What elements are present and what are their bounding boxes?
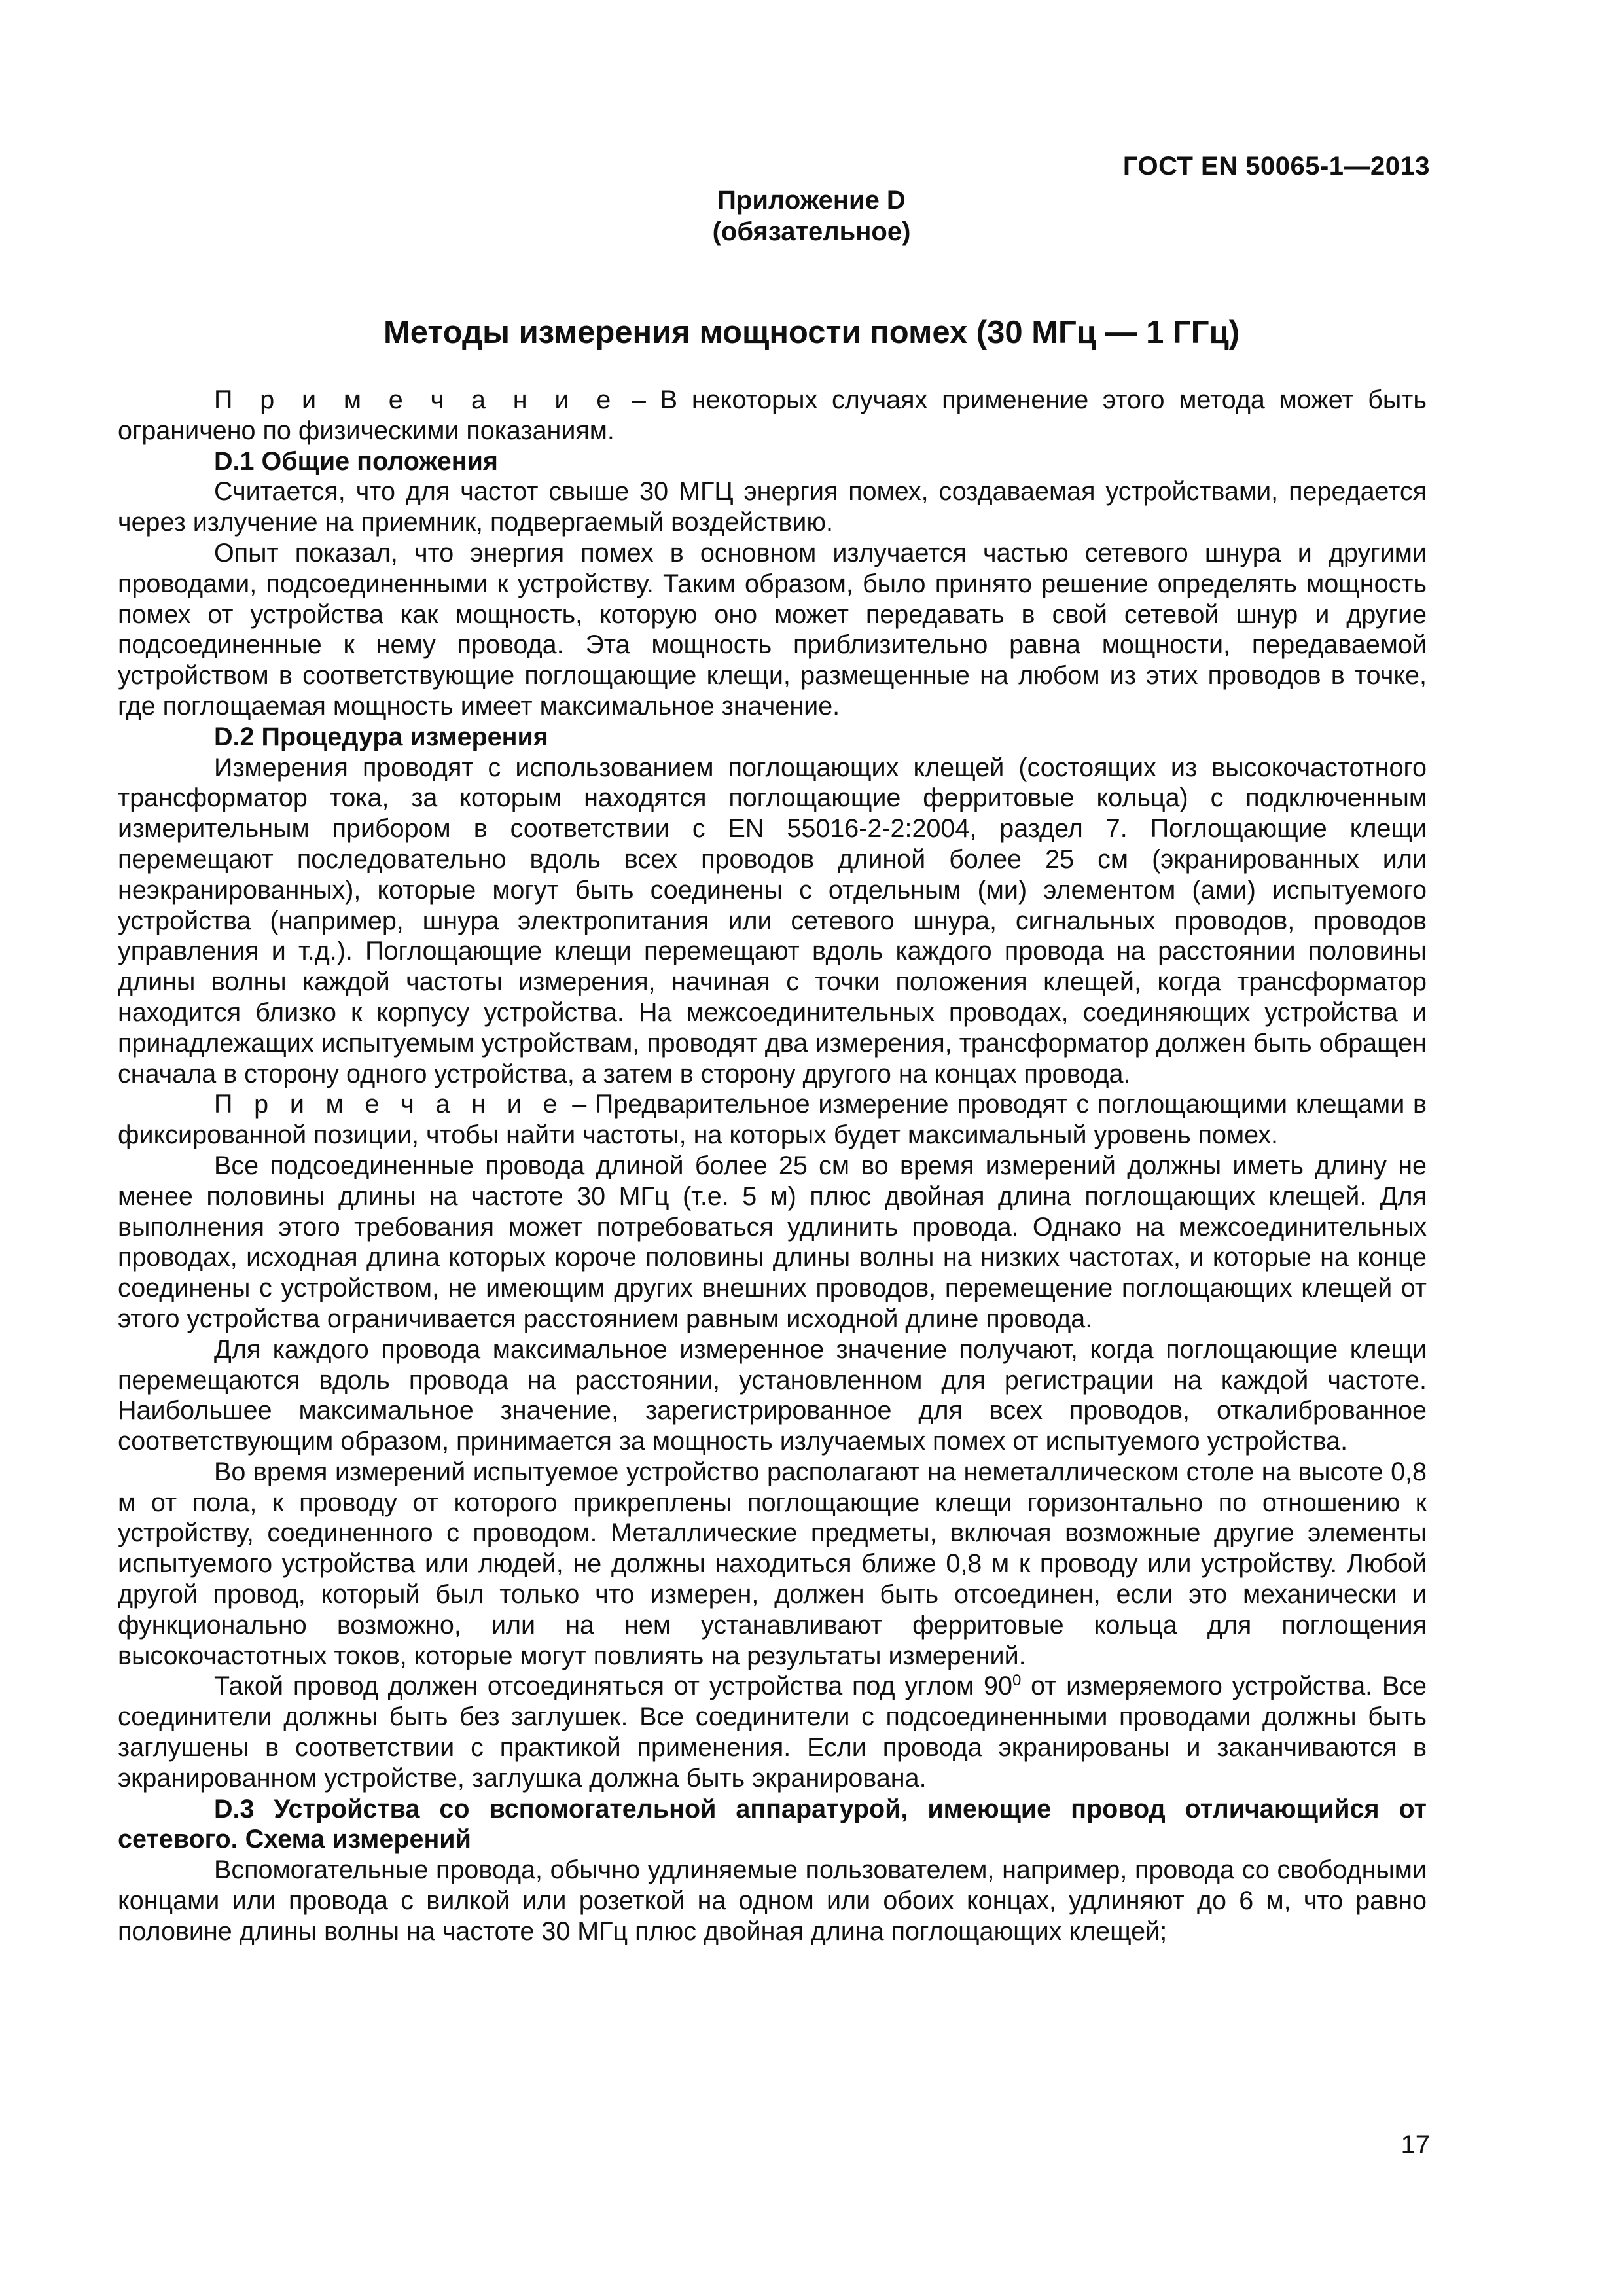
note-text: – В некоторых случаях применение этого метода может быть ограничено по физическими показаниям. <box>118 386 1427 445</box>
paragraph: Считается, что для частот свыше 30 МГЦ энергия помех, создаваемая устройствами, передается через излучение на приемник, подвергаемый воздействию. <box>118 477 1427 537</box>
document-body <box>118 385 1427 1947</box>
paragraph <box>118 1671 1427 1793</box>
paragraph: Опыт показал, что энергия помех в основном излучается частью сетевого шнура и другими проводами, подсоединенными к устройству. Таким образом, было принято решение определять мощность помех от устройства как мощность, которую оно может передавать в свой сетевой шнур и другие подсоединенные к нему провода. Эта мощность приблизительно равна мощности, передаваемой устройством в соответствующие поглощающие клещи, размещенные на любом из этих проводов в точке, где поглощаемая мощность имеет максимальное значение. <box>118 538 1427 721</box>
note-label: П р и м е ч а н и е <box>214 386 618 414</box>
paragraph-text: Такой провод должен отсоединяться от устройства под углом 90 <box>214 1672 1012 1701</box>
paragraph: Для каждого провода максимальное измеренное значение получают, когда поглощающие клещи перемещаются вдоль провода на расстоянии, установленном для регистрации на каждой частоте. Наибольшее максимальное значение, зарегистрированное для всех проводов, откалиброванное соответствующим образом, принимается за мощность излучаемых помех от испытуемого устройства. <box>118 1335 1427 1456</box>
paragraph: Все подсоединенные провода длиной более 25 см во время измерений должны иметь длину не менее половины длины на частоте 30 МГц (т.е. 5 м) плюс двойная длина поглощающих клещей. Для выполнения этого требования может потребоваться удлинить провода. Однако на межсоединительных проводах, исходная длина которых короче половины длины волны на низких частотах, и которые на конце соединены с устройством, не имеющим других внешних проводов, перемещение поглощающих клещей от этого устройства ограничивается расстоянием равным исходной длине провода. <box>118 1151 1427 1333</box>
standard-designation: ГОСТ EN 50065-1—2013 <box>1122 152 1430 181</box>
paragraph: Измерения проводят с использованием поглощающих клещей (состоящих из высокочастотного трансформатор тока, за которым находятся поглощающие ферритовые кольца) с подключенным измерительным прибором в соответствии с EN 55016-2-2:2004, раздел 7. Поглощающие клещи перемещают последовательно вдоль всех проводов длиной более 25 см (экранированных или неэкранированных), которые могут быть соединены с отдельным (ми) элементом (ами) испытуемого устройства (например, шнура электропитания или сетевого шнура, сигнальных проводов, проводов управления и т.д.). Поглощающие клещи перемещают вдоль каждого провода на расстоянии половины длины волны каждой частоты измерения, начиная с точки положения клещей, когда трансформатор находится близко к корпусу устройства. На межсоединительных проводах, соединяющих устройства и принадлежащих испытуемым устройствам, проводят два измерения, трансформатор должен быть обращен сначала в сторону одного устройства, а затем в сторону другого на концах провода. <box>118 753 1427 1088</box>
note-label: П р и м е ч а н и е <box>214 1090 564 1119</box>
paragraph-text: от измеряемого устройства. Все соединители должны быть без заглушек. Все соединители с подсоединенными проводами должны быть заглушены в соответствии с практикой применения. Если провода экранированы и заканчиваются в экранированном устройстве, заглушка должна быть экранирована. <box>118 1672 1427 1793</box>
note-paragraph <box>118 1089 1427 1151</box>
note-paragraph <box>118 385 1427 446</box>
page-number: 17 <box>1400 2130 1430 2159</box>
appendix-title: Приложение D <box>717 186 906 215</box>
note-text: – Предварительное измерение проводят с поглощающими клещами в фиксированной позиции, чтобы найти частоты, на которых будет максимальный уровень помех. <box>118 1090 1427 1150</box>
paragraph: Вспомогательные провода, обычно удлиняемые пользователем, например, провода со свободными концами или провода с вилкой или розеткой на одном или обоих концах, удлиняют до 6 м, что равно половине длины волны на частоте 30 МГц плюс двойная длина поглощающих клещей; <box>118 1856 1427 1946</box>
section-heading-d1: D.1 Общие положения <box>214 446 498 476</box>
appendix-heading <box>0 185 1623 247</box>
degree-superscript: 0 <box>1012 1672 1022 1690</box>
paragraph: Во время измерений испытуемое устройство располагают на неметаллическом столе на высоте 0,8 м от пола, к проводу от которого прикреплены поглощающие клещи горизонтально по отношению к устройству, соединенного с проводом. Металлические предметы, включая возможные другие элементы испытуемого устройства или людей, не должны находиться ближе 0,8 м к проводу или устройству. Любой другой провод, который был только что измерен, должен быть отсоединен, если это механически и функционально возможно, или на нем устанавливают ферритовые кольца для поглощения высокочастотных токов, которые могут повлиять на результаты измерений. <box>118 1457 1427 1670</box>
section-heading-d3: D.3 Устройства со вспомогательной аппаратурой, имеющие провод отличающийся от сетевого. Схема измерений <box>118 1794 1427 1854</box>
page-title: Методы измерения мощности помех (30 МГц — 1 ГГц) <box>383 315 1240 350</box>
appendix-type: (обязательное) <box>712 217 911 246</box>
section-heading-d2: D.2 Процедура измерения <box>214 722 548 751</box>
